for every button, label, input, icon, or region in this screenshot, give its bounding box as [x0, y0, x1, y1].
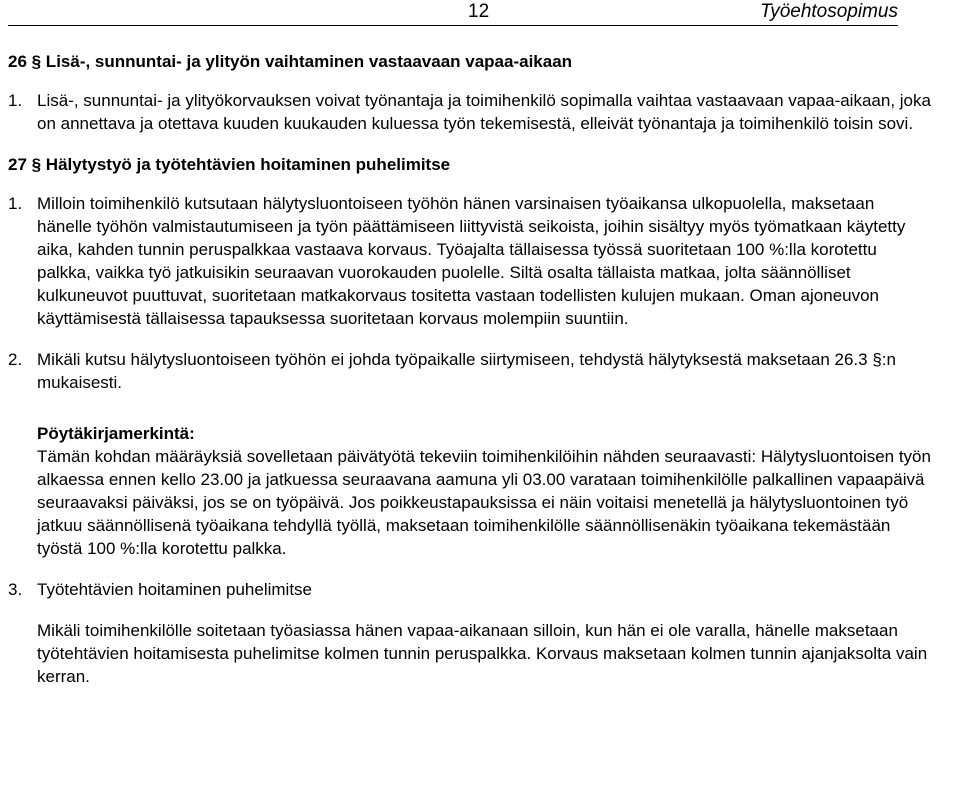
header-divider: [8, 25, 898, 26]
page-header: [0, 0, 960, 28]
item-number: 1.: [8, 194, 23, 213]
section-26-heading: 26 § Lisä-, sunnuntai- ja ylityön vaihtaminen vastaavaan vapaa-aikaan: [8, 52, 573, 71]
item-text: Milloin toimihenkilö kutsutaan hälytysluontoiseen työhön hänen varsinaisen työaikansa ulkopuolella, maksetaan hänelle työhön valmistautumiseen ja työn päättämiseen liittyvistä seikoista, joihin sisältyy myös työmatkaan käytetty aika, kahden tunnin peruspalkkaa vastaava korvaus. Työajalta tällaisessa työssä suoritetaan 100 %:lla korotettu palkka, vaikka työ jatkuisikin seuraavan vuorokauden puolelle. Siltä osalta tällaista matkaa, jolta säännölliset kulkuneuvot puuttuvat, suoritetaan matkakorvaus tositetta vastaan todellisten kulujen mukaan. Oman ajoneuvon käyttämisestä tällaisessa tapauksessa suoritetaan korvaus molempiin suuntiin.: [37, 194, 906, 328]
section-27-item-3-text: Mikäli toimihenkilölle soitetaan työasiassa hänen vapaa-aikanaan silloin, kun hän ei ole varalla, hänelle maksetaan työtehtävien hoitamisesta puhelimitse kolmen tunnin peruspalkka. Korvaus maksetaan kolmen tunnin ajanjaksolta vain kerran.: [37, 621, 928, 686]
item-number: 1.: [8, 91, 23, 110]
section-27-item-3-title: [8, 578, 933, 601]
item-text: Mikäli kutsu hälytysluontoiseen työhön ei johda työpaikalle siirtymiseen, tehdystä hälytyksestä maksetaan 26.3 §:n mukaisesti.: [37, 350, 896, 392]
item-number: 2.: [8, 350, 23, 369]
item-text: Lisä-, sunnuntai- ja ylityökorvauksen voivat työnantaja ja toimihenkilö sopimalla vaihtaa vastaavaan vapaa-aikaan, joka on annettava ja otettava kuuden kuukauden kuluessa työn tekemisestä, elleivät työnantaja ja toimihenkilö toisin sovi.: [37, 91, 931, 133]
page-number: 12: [468, 1, 490, 22]
document-title: Työehtosopimus: [760, 1, 898, 22]
document-body: [8, 50, 933, 688]
item-title: Työtehtävien hoitaminen puhelimitse: [37, 580, 312, 599]
section-27-item-1: [8, 192, 933, 330]
section-27-item-2: [8, 348, 933, 394]
protocol-note-heading: Pöytäkirjamerkintä:: [37, 424, 195, 443]
protocol-note-text: Tämän kohdan määräyksiä sovelletaan päivätyötä tekeviin toimihenkilöihin nähden seuraavasti: Hälytysluontoisen työn alkaessa ennen kello 23.00 ja jatkuessa seuraavana aamuna yli 03.00 varataan toimihenkilölle palkallinen vapaapäivä seuraavaksi päiväksi, jos se on työpäivä. Jos poikkeustapauksissa ei näin voitaisi menetellä ja hälytysluontoinen työ jatkuu säännöllisenä työaikana tehdyllä työllä, maksetaan toimihenkilölle säännöllisenäkin työaikana tekemästään työstä 100 %:lla korotettu palkka.: [37, 447, 931, 558]
section-27-heading: 27 § Hälytystyö ja työtehtävien hoitaminen puhelimitse: [8, 155, 451, 174]
item-number: 3.: [8, 580, 23, 599]
section-26-item-1: [8, 89, 933, 135]
